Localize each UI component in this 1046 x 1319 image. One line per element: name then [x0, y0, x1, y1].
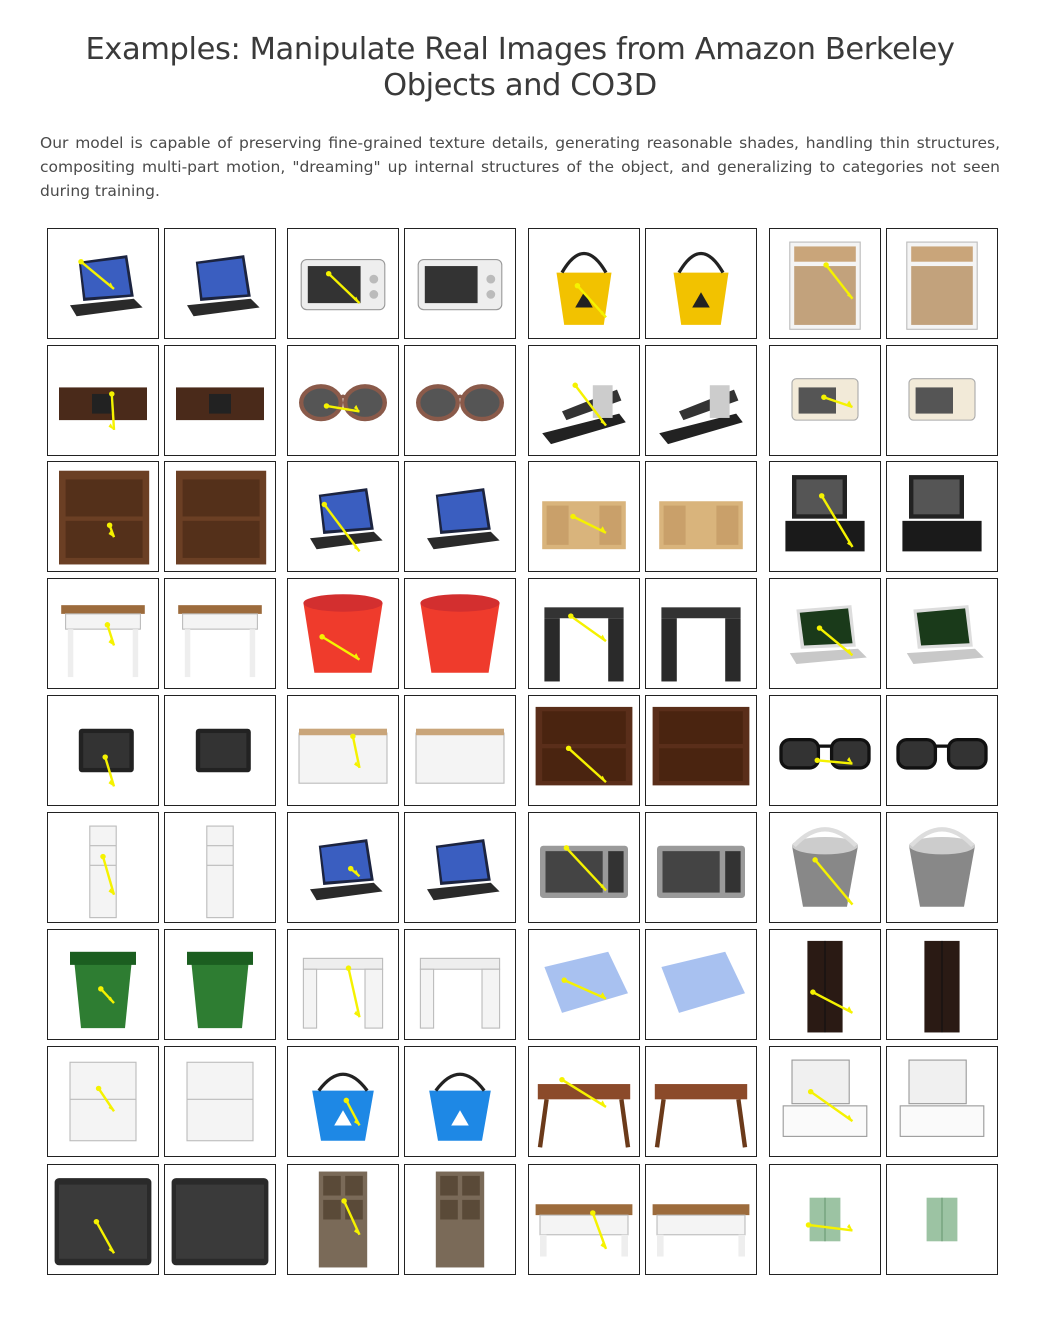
example-output-image — [404, 1164, 516, 1275]
example-output-image — [164, 461, 276, 572]
example-output-image — [886, 1164, 998, 1275]
example-input-image — [528, 929, 640, 1040]
example-output-image — [645, 929, 757, 1040]
example-input-image — [287, 1164, 399, 1275]
example-output-image — [645, 812, 757, 923]
example-output-image — [886, 929, 998, 1040]
example-input-image — [287, 812, 399, 923]
example-output-image — [164, 228, 276, 339]
example-input-image — [769, 1046, 881, 1157]
page-title: Examples: Manipulate Real Images from Amazon Berkeley Objects and CO3D — [85, 32, 955, 103]
example-input-image — [47, 812, 159, 923]
example-input-image — [528, 812, 640, 923]
example-input-image — [769, 1164, 881, 1275]
example-input-image — [47, 1046, 159, 1157]
example-output-image — [645, 228, 757, 339]
example-output-image — [645, 1164, 757, 1275]
example-output-image — [404, 1046, 516, 1157]
example-output-image — [886, 228, 998, 339]
example-output-image — [645, 695, 757, 806]
example-input-image — [287, 461, 399, 572]
example-input-image — [769, 228, 881, 339]
example-output-image — [645, 345, 757, 456]
example-input-image — [287, 228, 399, 339]
example-input-image — [287, 578, 399, 689]
example-input-image — [769, 812, 881, 923]
example-input-image — [769, 345, 881, 456]
example-output-image — [886, 812, 998, 923]
example-output-image — [886, 578, 998, 689]
example-input-image — [528, 1164, 640, 1275]
example-output-image — [404, 228, 516, 339]
example-input-image — [287, 695, 399, 806]
example-input-image — [528, 461, 640, 572]
page-description: Our model is capable of preserving fine-grained texture details, generating reasonable shades, handling thin structures, compositing multi-part motion, "dreaming" up internal structures of the object, and generalizing to categories not seen during training. — [40, 134, 1000, 200]
example-input-image — [528, 1046, 640, 1157]
example-output-image — [886, 461, 998, 572]
example-output-image — [404, 812, 516, 923]
example-input-image — [47, 929, 159, 1040]
example-input-image — [528, 345, 640, 456]
example-output-image — [164, 929, 276, 1040]
example-output-image — [164, 1164, 276, 1275]
example-output-image — [886, 695, 998, 806]
drag-arrow-icon — [346, 965, 360, 1017]
example-input-image — [47, 1164, 159, 1275]
example-output-image — [404, 929, 516, 1040]
example-input-image — [287, 929, 399, 1040]
example-output-image — [645, 461, 757, 572]
example-output-image — [886, 345, 998, 456]
example-input-image — [47, 578, 159, 689]
example-output-image — [404, 345, 516, 456]
example-input-image — [47, 228, 159, 339]
example-output-image — [164, 578, 276, 689]
example-input-image — [528, 578, 640, 689]
example-input-image — [287, 345, 399, 456]
example-input-image — [528, 695, 640, 806]
example-output-image — [645, 578, 757, 689]
example-input-image — [769, 929, 881, 1040]
example-output-image — [164, 812, 276, 923]
example-output-image — [404, 461, 516, 572]
example-input-image — [769, 461, 881, 572]
example-input-image — [47, 695, 159, 806]
example-output-image — [164, 695, 276, 806]
example-output-image — [645, 1046, 757, 1157]
example-input-image — [528, 228, 640, 339]
example-input-image — [47, 345, 159, 456]
example-input-image — [287, 1046, 399, 1157]
example-output-image — [886, 1046, 998, 1157]
example-output-image — [164, 345, 276, 456]
example-output-image — [404, 695, 516, 806]
example-output-image — [164, 1046, 276, 1157]
example-output-image — [404, 578, 516, 689]
example-input-image — [769, 578, 881, 689]
example-input-image — [769, 695, 881, 806]
example-input-image — [47, 461, 159, 572]
